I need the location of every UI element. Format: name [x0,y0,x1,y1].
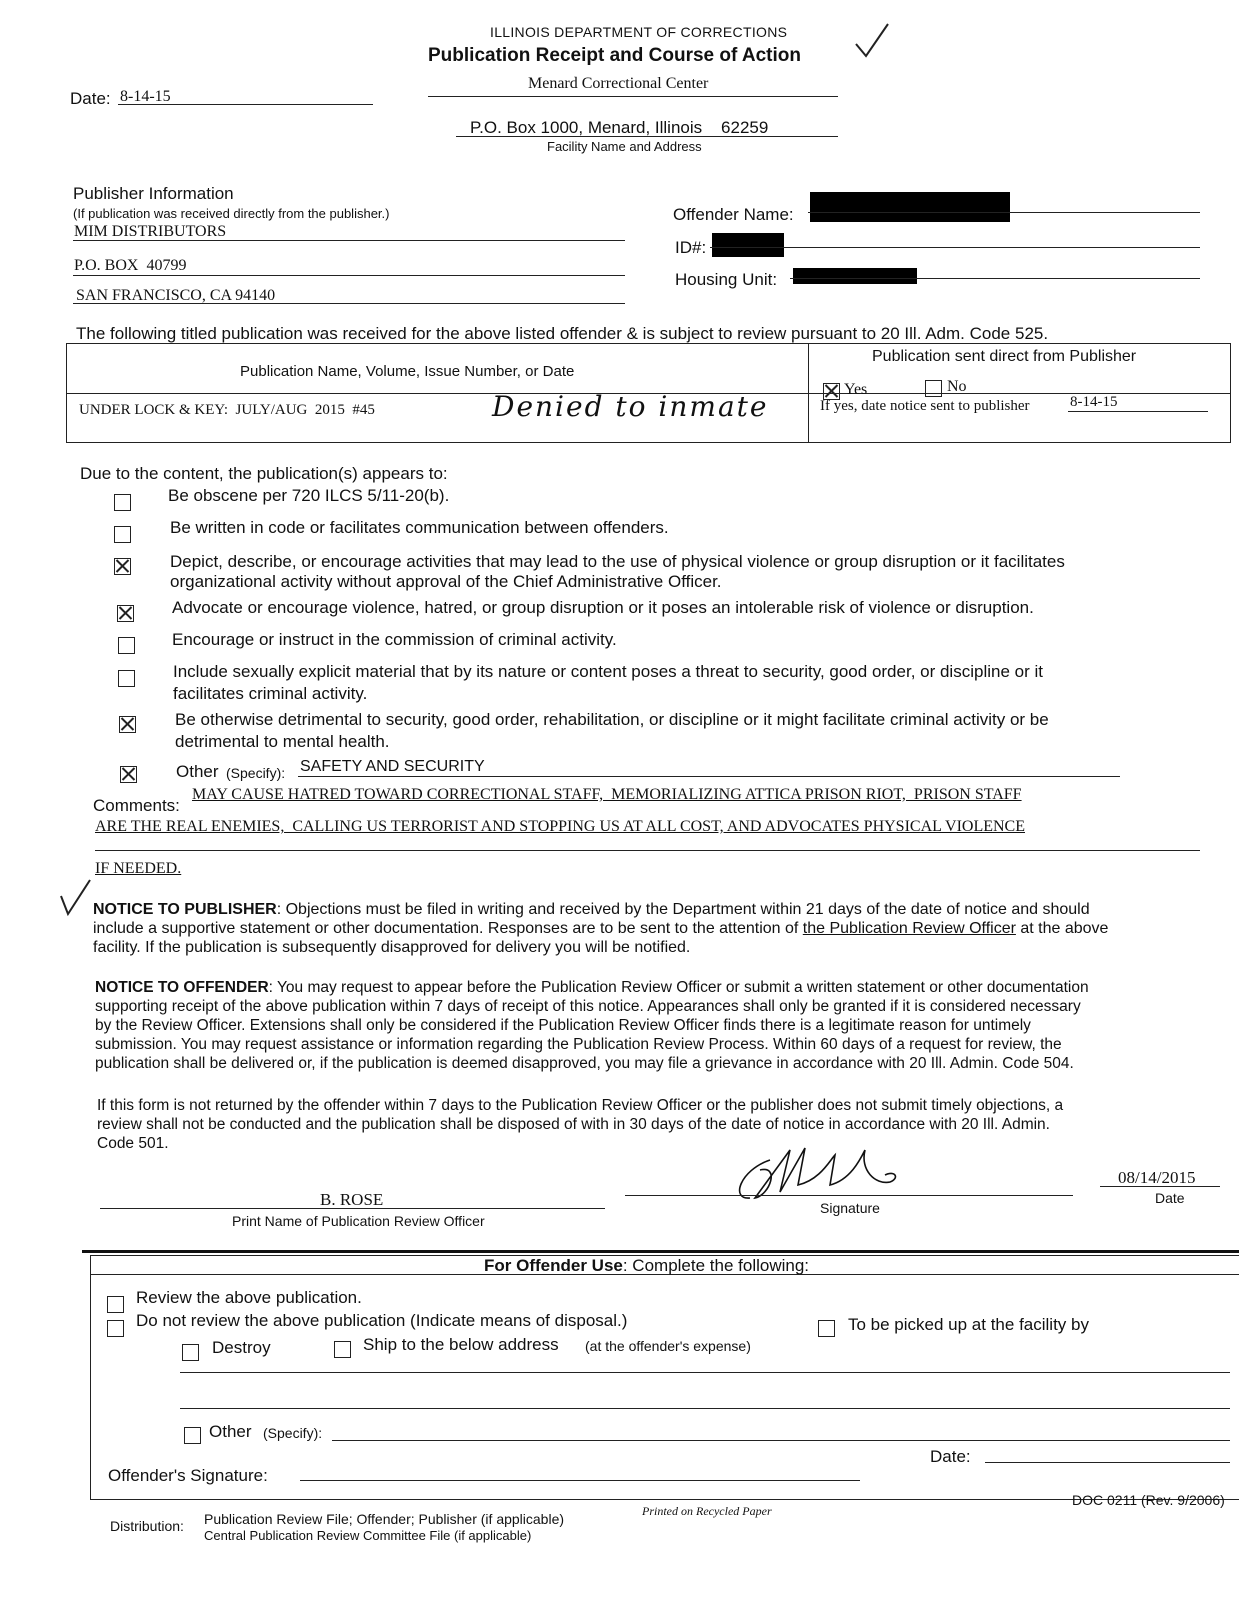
comments-line3: IF NEEDED. [95,860,182,877]
offender-name-redaction [810,192,1010,222]
facility-address: P.O. Box 1000, Menard, Illinois 62259 [470,118,769,137]
officer-name: B. ROSE [320,1190,384,1209]
notice-publisher-label: NOTICE TO PUBLISHER [93,901,277,918]
other-disposal-line[interactable] [332,1440,1230,1441]
date-label: Date: [70,89,111,108]
id-label: ID#: [675,238,707,257]
other-disposal-checkbox[interactable] [184,1427,201,1444]
other-specify: (Specify): [226,765,286,781]
signature-caption: Signature [820,1200,880,1216]
facility-name: Menard Correctional Center [528,75,709,92]
publisher-line2: P.O. BOX 40799 [74,257,187,274]
publication-name: UNDER LOCK & KEY: JULY/AUG 2015 #45 [79,402,375,418]
review-label: Review the above publication. [136,1288,362,1307]
not-review-checkbox[interactable] [107,1320,124,1337]
reason-checkbox[interactable] [114,558,131,575]
housing-redaction [793,268,917,284]
reason-checkbox[interactable] [119,716,136,733]
destroy-checkbox[interactable] [182,1344,199,1361]
comments-line1: MAY CAUSE HATRED TOWARD CORRECTIONAL STAFF, MEMORIALIZING ATTICA PRISON RIOT, PRISON STAFF [192,786,1022,803]
publisher-line3: SAN FRANCISCO, CA 94140 [76,287,276,304]
other-disposal-label: Other [209,1422,252,1441]
no-checkbox[interactable] [925,380,942,397]
col1-header: Publication Name, Volume, Issue Number, or Date [240,363,575,380]
receipt-intro: The following titled publication was received for the above listed offender & is subject to review pursuant to 20 Ill. Adm. Code 525. [76,324,1049,343]
reason-text: Include sexually explicit material that by its nature or content poses a threat to security, good order, or discipline or it [173,662,1043,681]
reason-text: Depict, describe, or encourage activities that may lead to the use of physical violence or group disruption or it facilitates [170,552,1065,571]
reason-text-cont: organizational activity without approval of the Chief Administrative Officer. [170,572,722,591]
distribution-label: Distribution: [110,1518,184,1534]
ship-address-line[interactable] [180,1408,1230,1409]
reason-checkbox[interactable] [118,670,135,687]
not-review-label: Do not review the above publication (Indicate means of disposal.) [136,1311,628,1330]
notice-publisher: NOTICE TO PUBLISHER: Objections must be filed in writing and received by the Department within 21 days of the date of notice and should include a supportive statement or other documentation. Responses are to be sent to the attention of the Publication Review Officer at the above facility. If the publication is subsequently disapproved for delivery you will be notified. [93,901,1109,956]
address-caption: Facility Name and Address [547,139,702,154]
signoff-date: 08/14/2015 [1118,1168,1196,1187]
reason-checkbox[interactable] [114,526,131,543]
no-label: No [947,378,967,395]
reason-checkbox[interactable] [114,494,131,511]
reason-text-cont: facilitates criminal activity. [173,684,368,703]
checkmark-icon [852,22,892,67]
reason-text: Encourage or instruct in the commission of criminal activity. [172,630,617,649]
publisher-note: (If publication was received directly from the publisher.) [73,206,390,221]
notice-date-label: If yes, date notice sent to publisher [820,398,1030,414]
date-caption: Date [1155,1190,1185,1206]
col2-header: Publication sent direct from Publisher [872,348,1137,365]
distribution-line1: Publication Review File; Offender; Publisher (if applicable) [204,1511,565,1527]
offender-use-heading: For Offender Use: Complete the following: [484,1256,810,1275]
reason-text: Be otherwise detrimental to security, good order, rehabilitation, or discipline or it might facilitate criminal activity or be [175,710,1049,729]
form-number: DOC 0211 (Rev. 9/2006) [1072,1492,1225,1508]
ship-label: Ship to the below address [363,1335,559,1354]
review-checkbox[interactable] [107,1296,124,1313]
return-notice: If this form is not returned by the offender within 7 days to the Publication Review Officer or the publisher does not submit timely objections, a review shall not be conducted and the publication shall be disposed of with in 30 days of the date of notice in accordance with 20 Ill. Admin. Code 501. [97,1097,1064,1152]
other-disposal-specify: (Specify): [263,1425,323,1441]
yes-label: Yes [844,381,868,398]
housing-label: Housing Unit: [675,270,778,289]
officer-caption: Print Name of Publication Review Officer [232,1213,485,1229]
reason-checkbox[interactable] [117,605,134,622]
review-officer-underlined: the Publication Review Officer [802,920,1016,937]
notice-offender: NOTICE TO OFFENDER: You may request to appear before the Publication Review Officer or submit a written statement or other documentation supporting receipt of the above publication within 7 days of receipt of this notice. Appearances shall only be granted if it is considered necessary by the Review Officer. Extensions shall only be considered if the Publication Review Officer finds there is a legitimate reason for untimely submission. You may request assistance or information regarding the Publication Review Process. Within 60 days of a request for review, the publication shall be delivered or, if the publication is deemed disapproved, you may file a grievance in accordance with 20 Ill. Admin. Code 504. [95,979,1089,1072]
publisher-heading: Publisher Information [73,184,234,203]
ship-checkbox[interactable] [334,1341,351,1358]
recycled-note: Printed on Recycled Paper [642,1504,772,1518]
destroy-label: Destroy [212,1338,271,1357]
department-name: ILLINOIS DEPARTMENT OF CORRECTIONS [490,24,788,40]
comments-line2: ARE THE REAL ENEMIES, CALLING US TERRORIST AND STOPPING US AT ALL COST, AND ADVOCATES PHYSICAL VIOLENCE [95,818,1025,835]
ship-note: (at the offender's expense) [585,1338,751,1354]
checkmark-icon [58,878,94,923]
reason-checkbox[interactable] [118,637,135,654]
reasons-intro: Due to the content, the publication(s) appears to: [80,464,448,483]
publisher-line1: MIM DISTRIBUTORS [74,223,227,240]
reason-text: Be written in code or facilitates communication between offenders. [170,518,669,537]
distribution-line2: Central Publication Review Committee File (if applicable) [204,1528,532,1543]
handwritten-note: Denied to inmate [492,390,769,423]
other-value: SAFETY AND SECURITY [300,758,485,775]
other-label: Other [176,762,219,781]
reason-text: Advocate or encourage violence, hatred, or group disruption or it poses an intolerable risk of violence or disruption. [172,598,1034,617]
id-redaction [712,233,784,257]
notice-date-value: 8-14-15 [1070,394,1118,410]
date-value: 8-14-15 [120,88,171,105]
offender-signature-label: Offender's Signature: [108,1466,268,1485]
notice-offender-label: NOTICE TO OFFENDER [95,979,269,996]
form-title: Publication Receipt and Course of Action [428,45,801,66]
offender-name-label: Offender Name: [673,205,794,224]
ship-address-line[interactable] [180,1372,1230,1373]
offender-signature-line[interactable] [300,1480,860,1481]
other-checkbox[interactable] [120,766,137,783]
reason-text: Be obscene per 720 ILCS 5/11-20(b). [168,486,450,505]
pickup-label: To be picked up at the facility by [848,1315,1089,1334]
offender-date-label: Date: [930,1447,971,1466]
offender-date-line[interactable] [985,1462,1230,1463]
pickup-checkbox[interactable] [818,1320,835,1337]
reason-text-cont: detrimental to mental health. [175,732,390,751]
comments-label: Comments: [93,796,180,815]
